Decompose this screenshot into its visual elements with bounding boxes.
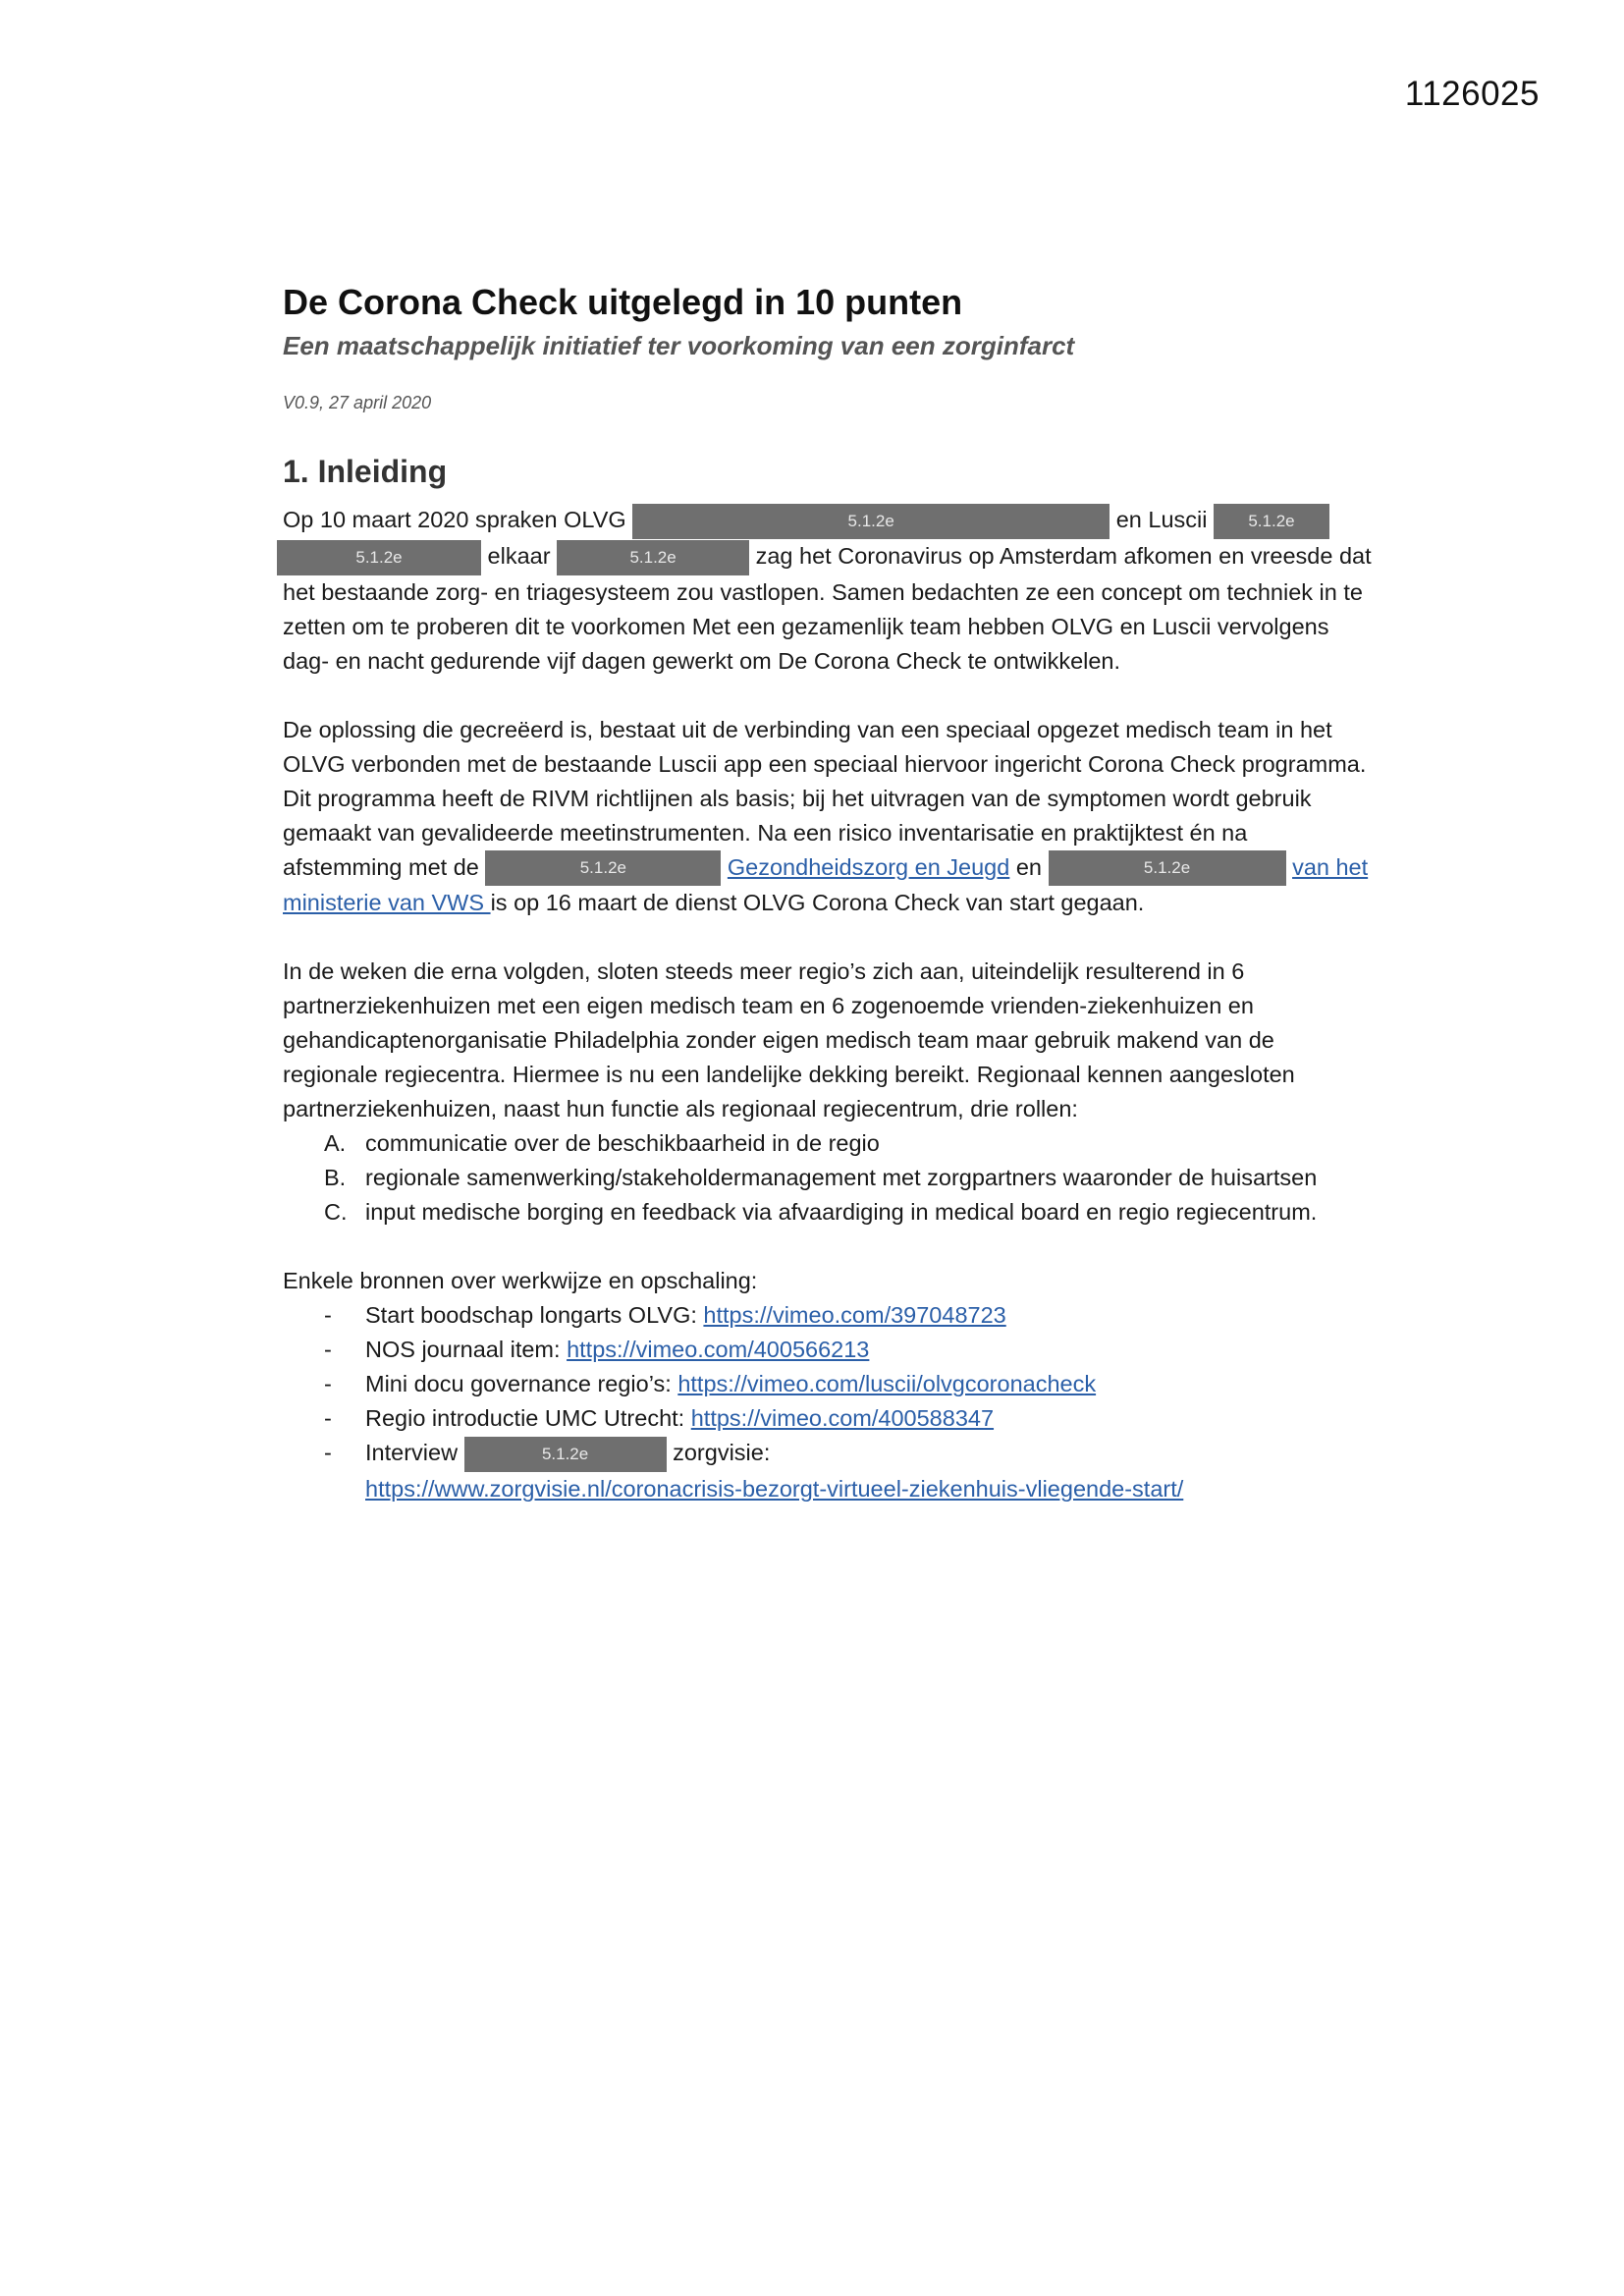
list-dash: - <box>324 1371 332 1397</box>
list-item-text: regionale samenwerking/stakeholdermanagement met zorgpartners waaronder de huisartsen <box>365 1165 1318 1191</box>
text-segment: is op 16 maart de dienst OLVG Corona Check van start gegaan. <box>490 890 1145 916</box>
list-item-text: input medische borging en feedback via afvaardiging in medical board en regio regiecentrum. <box>365 1199 1318 1226</box>
redaction-box: 5.1.2e <box>632 504 1110 539</box>
source-link[interactable]: https://vimeo.com/400566213 <box>567 1337 870 1363</box>
list-dash: - <box>324 1337 332 1363</box>
document-title: De Corona Check uitgelegd in 10 punten <box>283 282 963 322</box>
list-marker: C. <box>324 1199 348 1226</box>
list-item-text: communicatie over de beschikbaarheid in de regio <box>365 1130 880 1157</box>
list-item <box>283 1126 1373 1161</box>
intro-paragraph <box>283 503 1373 679</box>
source-label: Start boodschap longarts OLVG: <box>365 1302 704 1329</box>
list-marker: B. <box>324 1165 347 1191</box>
document-version: V0.9, 27 april 2020 <box>283 393 432 412</box>
source-label: Regio introductie UMC Utrecht: <box>365 1405 691 1432</box>
list-item <box>283 1436 1373 1506</box>
redaction-box: 5.1.2e <box>464 1437 667 1472</box>
text-segment: en Luscii <box>1110 507 1214 532</box>
list-item <box>283 1367 1373 1401</box>
regions-paragraph: In de weken die erna volgden, sloten steeds meer regio’s zich aan, uiteindelijk resulterend in 6 partnerziekenhuizen met een eigen medisch team en 6 zogenoemde vrienden-ziekenhuizen en gehandicaptenorganisatie Philadelphia zonder eigen medisch team maar gebruik makend van de regionale regiecentra. Hiermee is nu een landelijke dekking bereikt. Regionaal kennen aangesloten partnerziekenhuizen, naast hun functie als regionaal regiecentrum, drie rollen: <box>283 958 1295 1122</box>
roles-list <box>283 1126 1373 1230</box>
redaction-box: 5.1.2e <box>1214 504 1329 539</box>
sources-list <box>283 1298 1373 1506</box>
document-subtitle: Een maatschappelijk initiatief ter voorkoming van een zorginfarct <box>283 331 1075 360</box>
source-label: Mini docu governance regio’s: <box>365 1371 678 1397</box>
redaction-box: 5.1.2e <box>557 540 749 575</box>
text-segment: De oplossing die gecreëerd is, bestaat uit de verbinding van een speciaal opgezet medisch team in het OLVG verbonden met de bestaande Luscii app een speciaal hiervoor ingericht Corona Check programma. Dit programma heeft de RIVM richtlijnen als basis; bij het uitvragen van de symptomen wordt gebruik gemaakt van gevalideerde meetinstrumenten. Na een risico inventarisatie en praktijktest én na afstemming met de <box>283 716 1367 880</box>
source-label: NOS journaal item: <box>365 1337 568 1363</box>
list-item <box>283 1195 1373 1230</box>
text-segment: Op 10 maart 2020 spraken OLVG <box>283 507 633 532</box>
list-dash: - <box>324 1302 332 1329</box>
section-heading-inleiding: 1. Inleiding <box>283 454 448 489</box>
source-link[interactable]: https://vimeo.com/luscii/olvgcoronacheck <box>677 1371 1097 1397</box>
list-dash: - <box>324 1405 332 1432</box>
list-dash: - <box>324 1440 332 1466</box>
source-link[interactable]: https://vimeo.com/400588347 <box>690 1405 995 1432</box>
solution-paragraph <box>283 713 1373 921</box>
source-link[interactable]: https://www.zorgvisie.nl/coronacrisis-bezorgt-virtueel-ziekenhuis-vliegende-start/ <box>365 1476 1184 1503</box>
redaction-box: 5.1.2e <box>1049 850 1286 886</box>
document-id: 1126025 <box>1404 75 1540 113</box>
list-marker: A. <box>324 1130 347 1157</box>
link-ministerie-vws[interactable]: van het ministerie van VWS <box>283 853 1369 916</box>
list-item <box>283 1401 1373 1436</box>
text-segment: elkaar <box>481 542 558 569</box>
source-label: Interview <box>365 1440 464 1466</box>
document-body <box>283 279 1373 1506</box>
source-link[interactable]: https://vimeo.com/397048723 <box>703 1302 1006 1329</box>
list-item <box>283 1333 1373 1367</box>
list-item <box>283 1161 1373 1195</box>
text-segment: zag het Coronavirus op Amsterdam afkomen en vreesde dat het bestaande zorg- en triagesysteem zou vastlopen. Samen bedachten ze een concept om techniek in te zetten om te proberen dit te voorkomen Met een gezamenlijk team hebben OLVG en Luscii vervolgens dag- en nacht gedurende vijf dagen gewerkt om De Corona Check te ontwikkelen. <box>283 542 1372 674</box>
redaction-box: 5.1.2e <box>485 850 721 886</box>
source-label: zorgvisie: <box>666 1440 771 1466</box>
sources-intro: Enkele bronnen over werkwijze en opschaling: <box>283 1268 758 1294</box>
link-gezondheidszorg[interactable]: Gezondheidszorg en Jeugd <box>727 853 1010 880</box>
list-item <box>283 1298 1373 1333</box>
redaction-box: 5.1.2e <box>277 540 481 575</box>
text-segment: en <box>1009 853 1049 880</box>
